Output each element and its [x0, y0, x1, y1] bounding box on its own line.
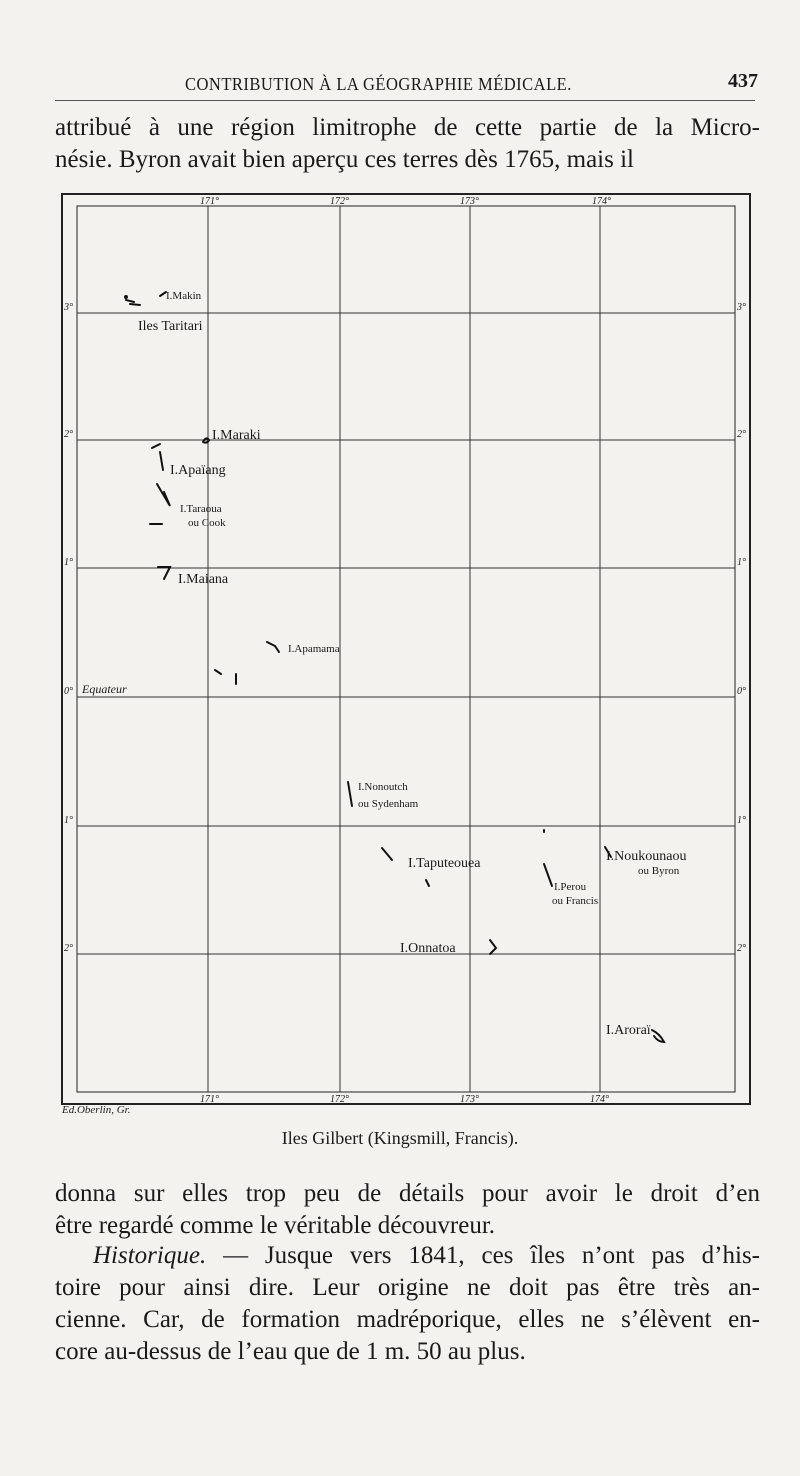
latitude-label-left: 1°: [64, 815, 73, 826]
latitude-label-left: 0°: [64, 686, 73, 697]
island-label-apaiang: I.Apaïang: [170, 463, 226, 478]
latitude-label-left: 3°: [64, 302, 73, 313]
longitude-label-bottom: 174°: [590, 1094, 609, 1105]
equator-label: Equateur: [82, 682, 127, 696]
island-shape-onnatoa: [490, 940, 496, 954]
text-line: attribué à une région limitrophe de cette partie de la Micro-: [55, 114, 760, 141]
island-label-maraki: I.Maraki: [212, 428, 261, 443]
longitude-label-top: 172°: [330, 196, 349, 207]
map-figure: [60, 190, 755, 1110]
page-header: [0, 68, 800, 98]
meridian-lines: [208, 206, 600, 1092]
engraver-credit: Ed.Oberlin, Gr.: [62, 1104, 131, 1116]
island-label-apamama: I.Apamama: [288, 643, 340, 655]
running-title: CONTRIBUTION À LA GÉOGRAPHIE MÉDICALE.: [185, 74, 572, 94]
island-label-maiana: I.Maiana: [178, 572, 229, 587]
text-run: — Jusque vers 1841, ces îles n’ont pas d’his-: [206, 1242, 760, 1269]
latitude-label-left: 1°: [64, 557, 73, 568]
island-label-arorai: I.Aroraï: [606, 1023, 651, 1038]
island-label-onnatoa: I.Onnatoa: [400, 941, 456, 956]
map-caption: Iles Gilbert (Kingsmill, Francis).: [281, 1128, 519, 1148]
island-shape-apamama-reef: [215, 670, 236, 684]
island-shape-maiana: [158, 567, 170, 579]
latitude-label-left: 2°: [64, 943, 73, 954]
page-number: 437: [728, 70, 758, 92]
latitude-label-right: 1°: [737, 815, 746, 826]
paragraph-historique: [55, 1240, 760, 1368]
historique-heading: Historique.: [93, 1242, 207, 1269]
text-line: nésie. Byron avait bien aperçu ces terres dès 1765, mais il: [55, 146, 634, 173]
latitude-label-right: 2°: [737, 943, 746, 954]
text-line: cienne. Car, de formation madréporique, elles ne s’élèvent en-: [55, 1306, 760, 1333]
island-label-taraoua: I.Taraoua: [180, 503, 222, 515]
longitude-label-bottom: 172°: [330, 1094, 349, 1105]
island-label-taputeouea: I.Taputeouea: [408, 856, 481, 871]
text-line: core au-dessus de l’eau que de 1 m. 50 au plus.: [55, 1338, 526, 1365]
latitude-label-left: 2°: [64, 429, 73, 440]
island-shape-taritari: [126, 300, 140, 305]
longitude-label-top: 174°: [592, 196, 611, 207]
island-shape-perou: [544, 864, 552, 886]
island-label-nonoutch-alt: ou Sydenham: [358, 798, 419, 810]
island-shape-taraoua: [157, 484, 170, 506]
island-label-noukounaou: I.Noukounaou: [606, 849, 687, 864]
latitude-label-right: 2°: [737, 429, 746, 440]
latitude-label-right: 1°: [737, 557, 746, 568]
paragraph-bottom: [55, 1178, 760, 1242]
text-line: [55, 1240, 760, 1272]
header-rule: [55, 100, 755, 101]
island-shape-taputeouea-tail: [426, 880, 429, 886]
paragraph-top: [55, 112, 760, 176]
island-shape-arorai: [652, 1030, 664, 1042]
island-label-nonoutch: I.Nonoutch: [358, 781, 408, 793]
island-label-makin: I.Makin: [166, 290, 202, 302]
island-label-perou: I.Perou: [554, 881, 587, 893]
longitude-label-bottom: 171°: [200, 1094, 219, 1105]
island-shape-maraki: [203, 438, 209, 442]
text-line: donna sur elles trop peu de détails pour avoir le droit d’en: [55, 1180, 760, 1207]
longitude-label-bottom: 173°: [460, 1094, 479, 1105]
text-line: toire pour ainsi dire. Leur origine ne doit pas être très an-: [55, 1274, 760, 1301]
island-label-taraoua-alt: ou Cook: [188, 517, 226, 529]
island-label-perou-alt: ou Francis: [552, 895, 599, 907]
longitude-label-top: 173°: [460, 196, 479, 207]
island-label-taritari: Iles Taritari: [138, 319, 203, 334]
map-inner-frame: [77, 206, 735, 1092]
island-shape-apaiang: [152, 444, 163, 470]
latitude-label-right: 0°: [737, 686, 746, 697]
island-shape-nonoutch: [348, 782, 352, 806]
text-line: être regardé comme le véritable découvreur.: [55, 1212, 496, 1239]
map-svg: [60, 190, 755, 1110]
longitude-label-top: 171°: [200, 196, 219, 207]
island-label-noukounaou-alt: ou Byron: [638, 865, 680, 877]
island-shape-taputeouea: [382, 848, 392, 860]
island-shape-islet: [125, 296, 127, 298]
latitude-label-right: 3°: [737, 302, 746, 313]
island-shape-apamama: [267, 642, 279, 652]
island-shapes: [125, 292, 664, 1042]
